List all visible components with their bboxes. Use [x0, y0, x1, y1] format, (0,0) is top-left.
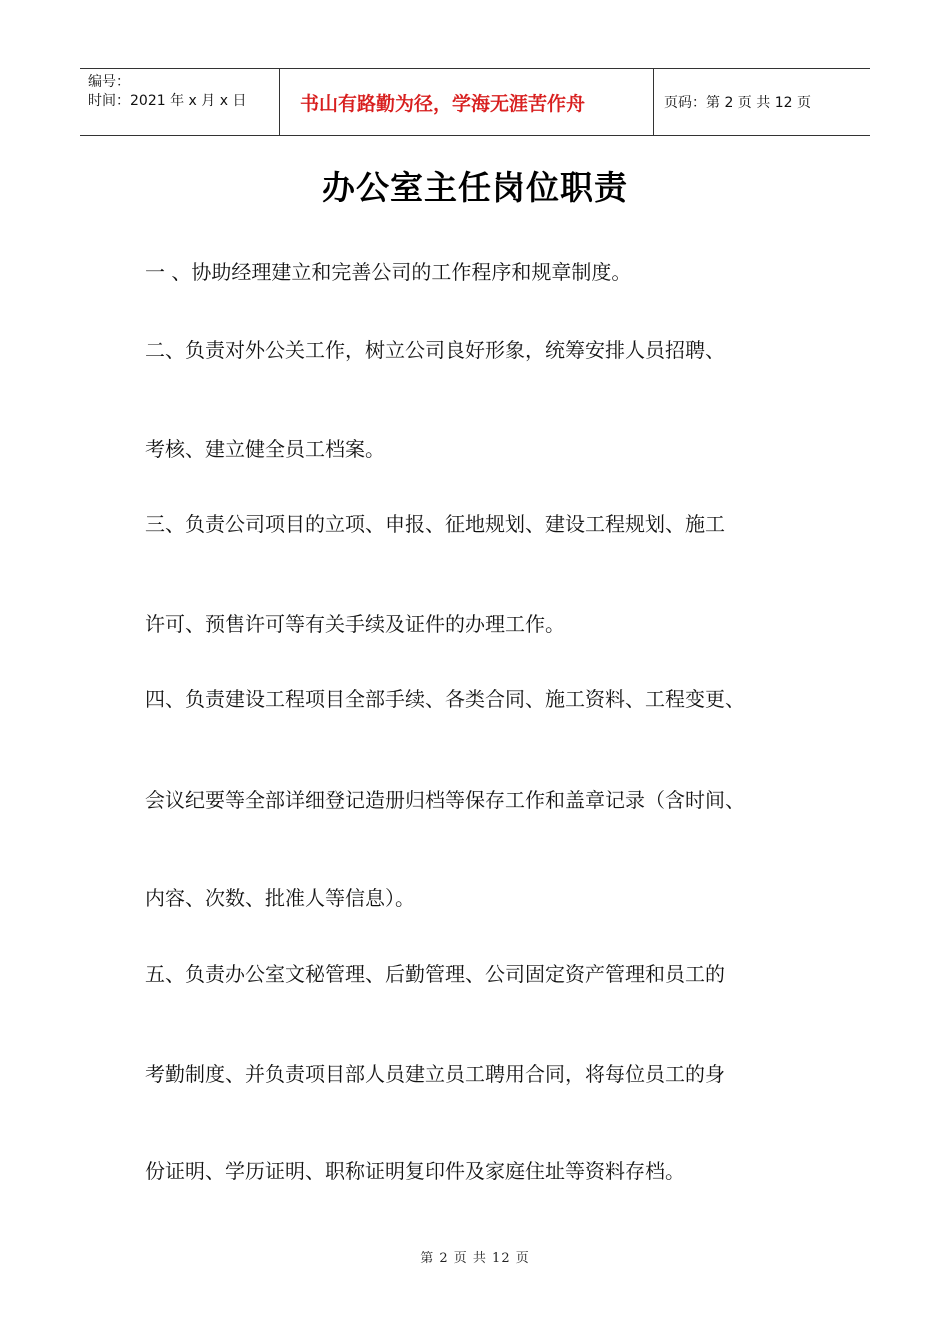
serial-number-label: 编号： [88, 74, 130, 90]
duty-line-3: 考核、建立健全员工档案。 [145, 437, 385, 461]
header-motto-cell [280, 69, 654, 135]
page-header [80, 68, 870, 136]
date-label: 时间：2021 年 x 月 x 日 [88, 93, 247, 109]
duty-line-8: 内容、次数、批准人等信息）。 [145, 886, 415, 910]
duty-line-6: 四、负责建设工程项目全部手续、各类合同、施工资料、工程变更、 [145, 687, 745, 711]
duty-line-10: 考勤制度、并负责项目部人员建立员工聘用合同，将每位员工的身 [145, 1062, 725, 1086]
duty-line-1: 一 、协助经理建立和完善公司的工作程序和规章制度。 [145, 260, 632, 284]
document-title: 办公室主任岗位职责 [322, 168, 628, 207]
duty-line-5: 许可、预售许可等有关手续及证件的办理工作。 [145, 612, 565, 636]
duty-line-9: 五、负责办公室文秘管理、后勤管理、公司固定资产管理和员工的 [145, 962, 725, 986]
header-page-cell [654, 69, 870, 135]
page-footer: 第 2 页 共 12 页 [420, 1251, 530, 1266]
page-number-label: 页码：第 2 页 共 12 页 [664, 95, 811, 111]
duty-line-4: 三、负责公司项目的立项、申报、征地规划、建设工程规划、施工 [145, 512, 725, 536]
header-meta-cell [80, 69, 280, 135]
duty-line-7: 会议纪要等全部详细登记造册归档等保存工作和盖章记录（含时间、 [145, 788, 745, 812]
motto-text: 书山有路勤为径，学海无涯苦作舟 [300, 92, 586, 115]
duty-line-2: 二、负责对外公关工作，树立公司良好形象，统筹安排人员招聘、 [145, 338, 725, 362]
duty-line-11: 份证明、学历证明、职称证明复印件及家庭住址等资料存档。 [145, 1159, 685, 1183]
